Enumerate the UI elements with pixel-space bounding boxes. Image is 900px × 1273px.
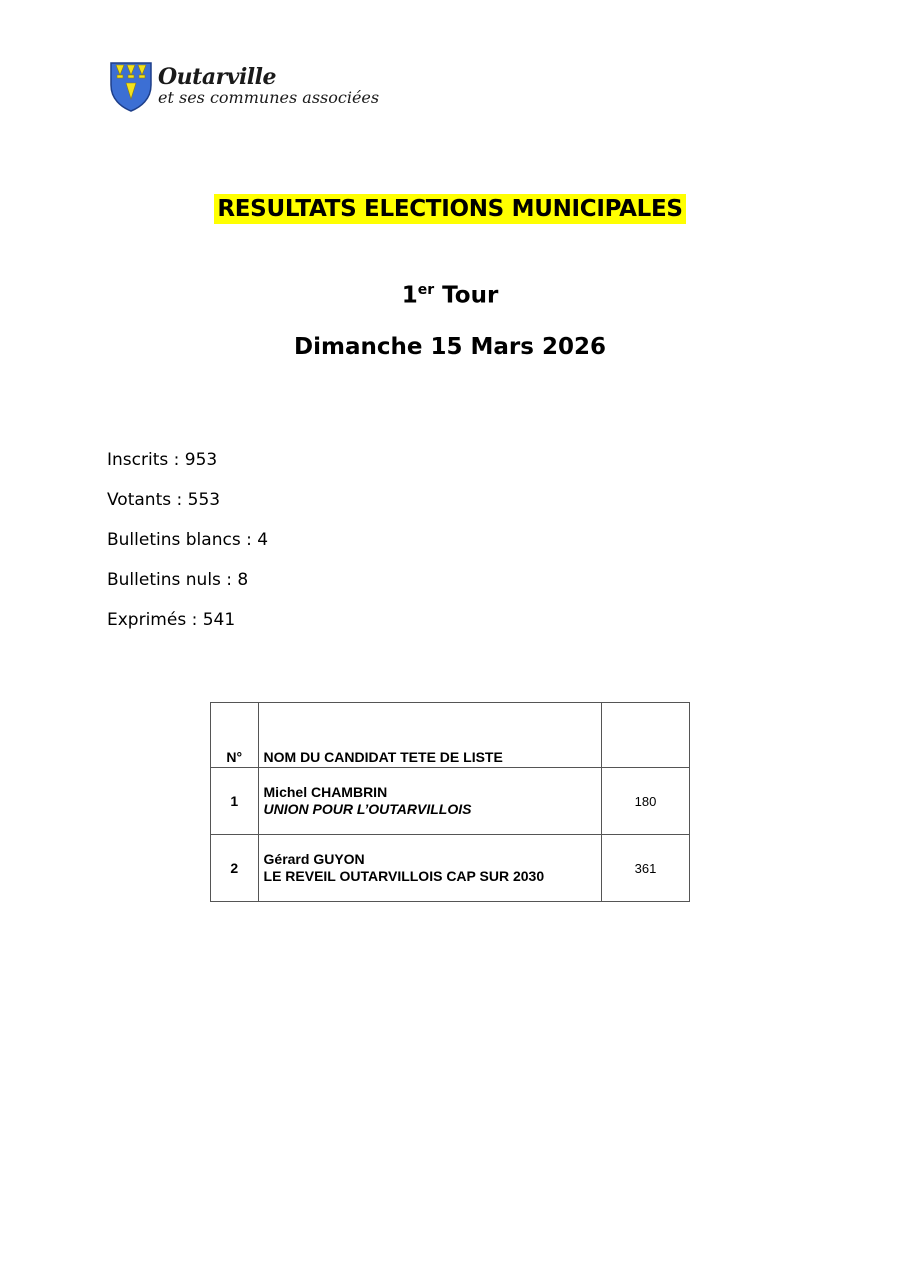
header-num: N° — [211, 703, 259, 768]
header-name: NOM DU CANDIDAT TETE DE LISTE — [258, 703, 602, 768]
page-title — [0, 196, 900, 222]
row-num: 2 — [211, 835, 259, 902]
row-num: 1 — [211, 768, 259, 835]
coat-of-arms-icon — [108, 59, 154, 113]
table-header-row — [211, 703, 690, 768]
candidate-name: Michel CHAMBRIN — [263, 784, 388, 800]
vote-stats — [107, 448, 268, 648]
stat-nuls: Bulletins nuls : 8 — [107, 570, 249, 590]
row-candidate-cell — [258, 835, 602, 902]
list-name: UNION POUR L’OUTARVILLOIS — [263, 801, 472, 817]
election-date: Dimanche 15 Mars 2026 — [294, 334, 606, 360]
row-candidate-cell — [258, 768, 602, 835]
round-suffix: er — [417, 282, 435, 298]
row-votes: 180 — [602, 768, 690, 835]
stat-votants: Votants : 553 — [107, 490, 221, 510]
stat-inscrits: Inscrits : 953 — [107, 450, 218, 470]
logo-subtitle: et ses communes associées — [158, 88, 380, 107]
table-row — [211, 835, 690, 902]
header-votes — [602, 703, 690, 768]
round-word: Tour — [442, 282, 499, 309]
stat-exprimes: Exprimés : 541 — [107, 610, 236, 630]
list-name: LE REVEIL OUTARVILLOIS CAP SUR 2030 — [263, 868, 545, 884]
round-number: 1 — [401, 282, 418, 309]
logo-town-name: Outarville — [158, 64, 277, 90]
results-table — [210, 702, 690, 902]
logo-text — [158, 66, 379, 106]
stat-blancs: Bulletins blancs : 4 — [107, 530, 269, 550]
logo — [108, 56, 380, 116]
row-votes: 361 — [602, 835, 690, 902]
table-row — [211, 768, 690, 835]
round-heading — [0, 282, 900, 309]
candidate-name: Gérard GUYON — [263, 851, 365, 867]
page-title-text: RESULTATS ELECTIONS MUNICIPALES — [214, 194, 685, 224]
